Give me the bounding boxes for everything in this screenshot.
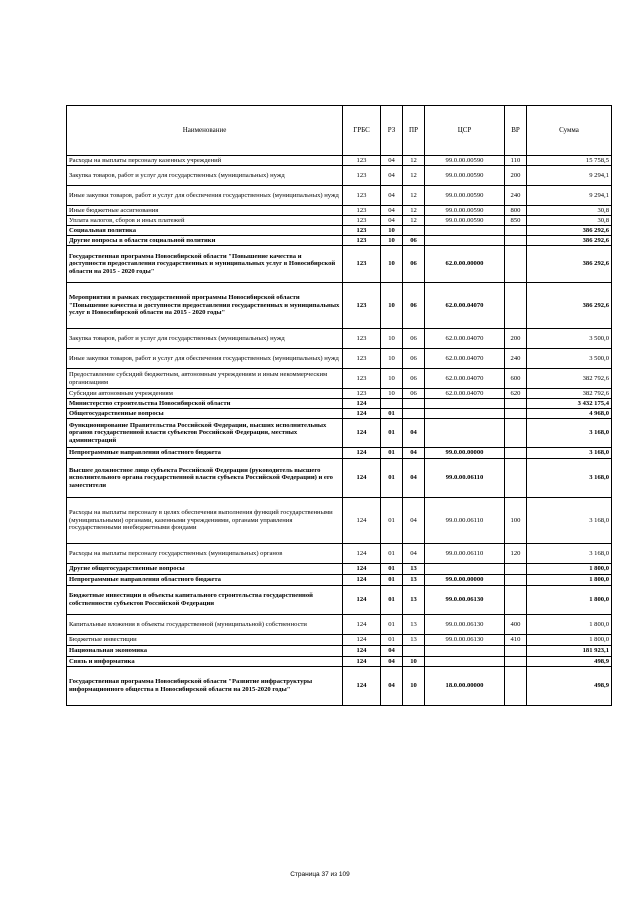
cell-sum: 3 432 175,4 [527, 399, 612, 409]
cell-name: Капитальные вложения в объекты государственной (муниципальной) собственности [67, 615, 343, 635]
table-row [67, 349, 612, 369]
cell-pr: 10 [403, 667, 425, 706]
table-row [67, 409, 612, 419]
cell-csr: 62.0.00.04070 [425, 389, 505, 399]
cell-sum: 3 168,0 [527, 544, 612, 564]
cell-pr [403, 409, 425, 419]
cell-pr: 04 [403, 419, 425, 448]
cell-vr [505, 399, 527, 409]
cell-rz: 10 [381, 329, 403, 349]
cell-name: Закупка товаров, работ и услуг для государственных (муниципальных) нужд [67, 166, 343, 186]
cell-csr: 99.0.00.00590 [425, 166, 505, 186]
cell-pr: 06 [403, 246, 425, 283]
table-row [67, 646, 612, 657]
cell-csr: 62.0.00.04070 [425, 283, 505, 329]
table-row [67, 369, 612, 389]
cell-grbs: 123 [343, 349, 381, 369]
cell-pr: 13 [403, 615, 425, 635]
cell-csr: 99.0.00.00000 [425, 575, 505, 586]
cell-grbs: 124 [343, 667, 381, 706]
cell-csr: 99.0.00.00590 [425, 206, 505, 216]
cell-sum: 386 292,6 [527, 283, 612, 329]
cell-pr [403, 226, 425, 236]
cell-rz: 10 [381, 226, 403, 236]
cell-sum: 386 292,6 [527, 226, 612, 236]
cell-grbs: 124 [343, 564, 381, 575]
cell-vr: 410 [505, 635, 527, 646]
cell-grbs: 124 [343, 419, 381, 448]
cell-vr [505, 283, 527, 329]
cell-rz: 10 [381, 349, 403, 369]
cell-pr: 13 [403, 564, 425, 575]
table-row [67, 329, 612, 349]
table-row [67, 206, 612, 216]
cell-csr: 62.0.00.00000 [425, 246, 505, 283]
cell-vr [505, 564, 527, 575]
cell-grbs: 124 [343, 575, 381, 586]
cell-csr [425, 564, 505, 575]
cell-vr: 620 [505, 389, 527, 399]
cell-name: Министерство строительства Новосибирской области [67, 399, 343, 409]
cell-pr: 06 [403, 369, 425, 389]
cell-rz: 04 [381, 646, 403, 657]
cell-vr: 110 [505, 156, 527, 166]
cell-grbs: 124 [343, 448, 381, 459]
table-row [67, 575, 612, 586]
cell-sum: 9 294,1 [527, 166, 612, 186]
table-row [67, 459, 612, 498]
cell-rz: 01 [381, 575, 403, 586]
cell-csr: 62.0.00.04070 [425, 349, 505, 369]
cell-rz: 04 [381, 166, 403, 186]
cell-grbs: 123 [343, 226, 381, 236]
cell-vr: 120 [505, 544, 527, 564]
header-vr: ВР [505, 106, 527, 156]
cell-pr: 04 [403, 544, 425, 564]
cell-sum: 386 292,6 [527, 236, 612, 246]
cell-pr: 13 [403, 586, 425, 615]
cell-rz: 04 [381, 667, 403, 706]
cell-name: Расходы на выплаты персоналу казенных учреждений [67, 156, 343, 166]
cell-grbs: 123 [343, 186, 381, 206]
cell-name: Уплата налогов, сборов и иных платежей [67, 216, 343, 226]
cell-sum: 498,9 [527, 657, 612, 667]
cell-csr: 99.0.00.00000 [425, 448, 505, 459]
cell-vr [505, 246, 527, 283]
cell-pr: 12 [403, 216, 425, 226]
cell-name: Высшее должностное лицо субъекта Российской Федерации (руководитель высшего исполнительного органа государственной власти субъекта Российской Федерации) и его заместители [67, 459, 343, 498]
cell-vr: 240 [505, 349, 527, 369]
cell-grbs: 124 [343, 657, 381, 667]
cell-sum: 382 792,6 [527, 389, 612, 399]
page-footer: Страница 37 из 109 [290, 871, 350, 878]
cell-grbs: 123 [343, 206, 381, 216]
cell-pr: 10 [403, 657, 425, 667]
cell-rz: 10 [381, 246, 403, 283]
cell-vr [505, 419, 527, 448]
cell-grbs: 124 [343, 409, 381, 419]
cell-name: Государственная программа Новосибирской области "Развитие инфраструктуры информационного общества в Новосибирской области на 2015-2020 годы" [67, 667, 343, 706]
cell-grbs: 124 [343, 459, 381, 498]
cell-vr [505, 459, 527, 498]
cell-grbs: 124 [343, 498, 381, 544]
cell-rz: 01 [381, 615, 403, 635]
cell-sum: 30,8 [527, 216, 612, 226]
cell-csr [425, 657, 505, 667]
cell-rz: 01 [381, 409, 403, 419]
cell-name: Другие вопросы в области социальной политики [67, 236, 343, 246]
cell-sum: 3 168,0 [527, 459, 612, 498]
cell-csr: 99.0.00.06130 [425, 586, 505, 615]
cell-sum: 3 168,0 [527, 448, 612, 459]
cell-sum: 4 968,0 [527, 409, 612, 419]
cell-vr [505, 646, 527, 657]
cell-sum: 1 800,0 [527, 615, 612, 635]
table-row [67, 615, 612, 635]
cell-name: Государственная программа Новосибирской области "Повышение качества и доступности предоставления государственных и муниципальных услуг в Новосибирской области на 2015 - 2020 годы" [67, 246, 343, 283]
header-sum: Сумма [527, 106, 612, 156]
cell-sum: 30,8 [527, 206, 612, 216]
cell-csr [425, 646, 505, 657]
cell-csr: 18.0.00.00000 [425, 667, 505, 706]
cell-name: Функционирование Правительства Российской Федерации, высших исполнительных органов государственной власти субъектов Российской Федерации, местных администраций [67, 419, 343, 448]
cell-name: Связь и информатика [67, 657, 343, 667]
cell-name: Закупка товаров, работ и услуг для государственных (муниципальных) нужд [67, 329, 343, 349]
cell-sum: 3 500,0 [527, 349, 612, 369]
cell-pr: 12 [403, 166, 425, 186]
cell-name: Расходы на выплаты персоналу государственных (муниципальных) органов [67, 544, 343, 564]
cell-rz: 01 [381, 448, 403, 459]
cell-sum: 1 800,0 [527, 575, 612, 586]
table-row [67, 246, 612, 283]
cell-name: Непрограммные направления областного бюджета [67, 448, 343, 459]
cell-vr [505, 586, 527, 615]
cell-grbs: 124 [343, 586, 381, 615]
cell-grbs: 124 [343, 646, 381, 657]
header-pr: ПР [403, 106, 425, 156]
cell-name: Субсидии автономным учреждениям [67, 389, 343, 399]
cell-sum: 498,9 [527, 667, 612, 706]
cell-rz: 01 [381, 635, 403, 646]
table-row [67, 166, 612, 186]
cell-csr: 99.0.00.00590 [425, 216, 505, 226]
cell-pr: 04 [403, 448, 425, 459]
cell-pr: 06 [403, 329, 425, 349]
cell-vr [505, 448, 527, 459]
cell-csr [425, 236, 505, 246]
cell-csr: 99.0.00.00590 [425, 186, 505, 206]
cell-sum: 3 168,0 [527, 498, 612, 544]
budget-table [66, 105, 612, 706]
cell-vr: 240 [505, 186, 527, 206]
cell-rz: 01 [381, 564, 403, 575]
table-row [67, 156, 612, 166]
header-rz: РЗ [381, 106, 403, 156]
cell-sum: 1 800,0 [527, 564, 612, 575]
cell-sum: 3 500,0 [527, 329, 612, 349]
cell-name: Мероприятия в рамках государственной программы Новосибирской области "Повышение качества и доступности предоставления государственных и муниципальных услуг в Новосибирской области на 2015 - 2020 годы" [67, 283, 343, 329]
cell-vr [505, 236, 527, 246]
cell-grbs: 124 [343, 635, 381, 646]
table-header-row [67, 106, 612, 156]
cell-pr: 04 [403, 498, 425, 544]
table-row [67, 498, 612, 544]
cell-sum: 1 800,0 [527, 586, 612, 615]
cell-csr: 99.0.00.00590 [425, 156, 505, 166]
table-row [67, 635, 612, 646]
table-row [67, 419, 612, 448]
cell-grbs: 124 [343, 399, 381, 409]
cell-pr: 12 [403, 206, 425, 216]
cell-rz: 10 [381, 389, 403, 399]
cell-rz: 01 [381, 459, 403, 498]
cell-grbs: 123 [343, 369, 381, 389]
cell-name: Иные бюджетные ассигнования [67, 206, 343, 216]
cell-grbs: 123 [343, 156, 381, 166]
cell-vr [505, 667, 527, 706]
cell-pr: 12 [403, 186, 425, 206]
cell-pr: 06 [403, 349, 425, 369]
table-body [67, 156, 612, 706]
cell-name: Расходы на выплаты персоналу в целях обеспечения выполнения функций государственными (муниципальными) органами, казенными учреждениями, органами управления государственными внебюджетными фондами [67, 498, 343, 544]
header-name: Наименование [67, 106, 343, 156]
cell-vr: 200 [505, 329, 527, 349]
cell-pr: 13 [403, 635, 425, 646]
cell-name: Другие общегосударственные вопросы [67, 564, 343, 575]
cell-sum: 15 758,5 [527, 156, 612, 166]
cell-vr: 200 [505, 166, 527, 186]
cell-sum: 3 168,0 [527, 419, 612, 448]
cell-csr [425, 399, 505, 409]
cell-sum: 386 292,6 [527, 246, 612, 283]
cell-vr [505, 409, 527, 419]
cell-pr: 06 [403, 283, 425, 329]
cell-rz: 10 [381, 236, 403, 246]
cell-grbs: 123 [343, 283, 381, 329]
cell-rz [381, 399, 403, 409]
cell-vr [505, 226, 527, 236]
table-row [67, 657, 612, 667]
cell-rz: 10 [381, 369, 403, 389]
table-row [67, 283, 612, 329]
table-row [67, 216, 612, 226]
table-row [67, 226, 612, 236]
cell-vr [505, 575, 527, 586]
cell-grbs: 124 [343, 544, 381, 564]
cell-csr: 62.0.00.04070 [425, 329, 505, 349]
cell-csr: 99.0.00.06110 [425, 459, 505, 498]
cell-pr: 04 [403, 459, 425, 498]
cell-name: Предоставление субсидий бюджетным, автономным учреждениям и иным некоммерческим организациям [67, 369, 343, 389]
table-row [67, 667, 612, 706]
cell-csr: 99.0.00.06110 [425, 498, 505, 544]
table-row [67, 448, 612, 459]
cell-vr: 850 [505, 216, 527, 226]
header-csr: ЦСР [425, 106, 505, 156]
cell-rz: 04 [381, 186, 403, 206]
cell-vr: 800 [505, 206, 527, 216]
cell-grbs: 124 [343, 615, 381, 635]
cell-sum: 1 800,0 [527, 635, 612, 646]
cell-rz: 04 [381, 657, 403, 667]
cell-name: Бюджетные инвестиции в объекты капитального строительства государственной собственности субъектов Российской Федерации [67, 586, 343, 615]
table-row [67, 544, 612, 564]
cell-rz: 01 [381, 544, 403, 564]
cell-pr [403, 399, 425, 409]
table-row [67, 236, 612, 246]
cell-rz: 10 [381, 283, 403, 329]
cell-rz: 04 [381, 216, 403, 226]
cell-csr: 99.0.00.06130 [425, 615, 505, 635]
cell-pr: 06 [403, 389, 425, 399]
cell-rz: 04 [381, 206, 403, 216]
cell-vr: 400 [505, 615, 527, 635]
cell-sum: 181 923,1 [527, 646, 612, 657]
cell-grbs: 123 [343, 389, 381, 399]
cell-name: Бюджетные инвестиции [67, 635, 343, 646]
cell-name: Социальная политика [67, 226, 343, 236]
cell-csr: 62.0.00.04070 [425, 369, 505, 389]
cell-grbs: 123 [343, 246, 381, 283]
table-row [67, 586, 612, 615]
header-grbs: ГРБС [343, 106, 381, 156]
cell-csr [425, 419, 505, 448]
cell-csr: 99.0.00.06130 [425, 635, 505, 646]
cell-rz: 01 [381, 586, 403, 615]
cell-grbs: 123 [343, 236, 381, 246]
table-row [67, 564, 612, 575]
cell-grbs: 123 [343, 166, 381, 186]
cell-name: Иные закупки товаров, работ и услуг для обеспечения государственных (муниципальных) нужд [67, 186, 343, 206]
cell-name: Общегосударственные вопросы [67, 409, 343, 419]
cell-rz: 01 [381, 419, 403, 448]
table-row [67, 399, 612, 409]
cell-name: Непрограммные направления областного бюджета [67, 575, 343, 586]
table-row [67, 389, 612, 399]
cell-vr: 600 [505, 369, 527, 389]
cell-rz: 04 [381, 156, 403, 166]
cell-csr [425, 226, 505, 236]
cell-vr: 100 [505, 498, 527, 544]
cell-sum: 382 792,6 [527, 369, 612, 389]
cell-csr [425, 409, 505, 419]
cell-csr: 99.0.00.06110 [425, 544, 505, 564]
cell-name: Национальная экономика [67, 646, 343, 657]
cell-name: Иные закупки товаров, работ и услуг для обеспечения государственных (муниципальных) нужд [67, 349, 343, 369]
cell-sum: 9 294,1 [527, 186, 612, 206]
table-row [67, 186, 612, 206]
cell-rz: 01 [381, 498, 403, 544]
cell-pr [403, 646, 425, 657]
cell-vr [505, 657, 527, 667]
cell-grbs: 123 [343, 329, 381, 349]
cell-pr: 12 [403, 156, 425, 166]
cell-grbs: 123 [343, 216, 381, 226]
cell-pr: 13 [403, 575, 425, 586]
cell-pr: 06 [403, 236, 425, 246]
